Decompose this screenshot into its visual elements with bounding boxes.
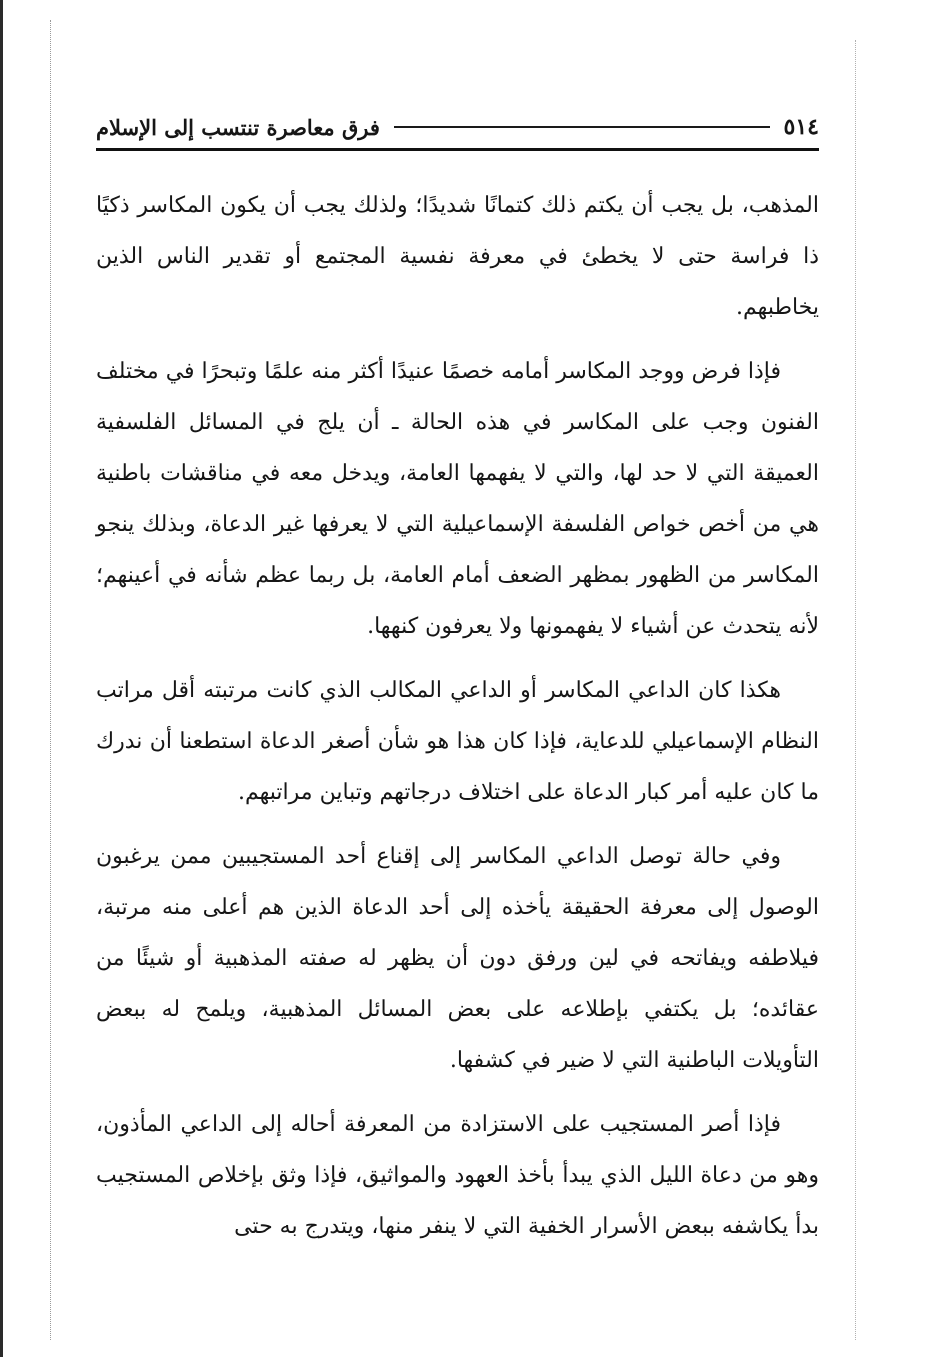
body-text	[96, 180, 819, 1265]
page-number: ٥١٤	[783, 114, 819, 140]
paragraph-1: المذهب، بل يجب أن يكتم ذلك كتمانًا شديدًا؛ ولذلك يجب أن يكون المكاسر ذكيًا ذا فراسة حتى لا يخطئ في معرفة نفسية المجتمع أو تقدير الناس الذين يخاطبهم.	[96, 193, 819, 320]
running-header	[96, 110, 819, 144]
header-underline	[96, 148, 819, 151]
running-title: فرق معاصرة تنتسب إلى الإسلام	[96, 114, 380, 140]
header-rule	[394, 126, 770, 128]
paragraph-5: فإذا أصر المستجيب على الاستزادة من المعرفة أحاله إلى الداعي المأذون، وهو من دعاة الليل الذي يبدأ بأخذ العهود والمواثيق، فإذا وثق بإخلاص المستجيب بدأ يكاشفه ببعض الأسرار الخفية التي لا ينفر منها، ويتدرج به حتى	[96, 1112, 819, 1239]
paragraph-4: وفي حالة توصل الداعي المكاسر إلى إقناع أحد المستجيبين ممن يرغبون الوصول إلى معرفة الحقيقة يأخذه إلى أحد الدعاة الذين هم أعلى منه مرتبة، فيلاطفه ويفاتحه في لين ورفق دون أن يظهر له صفته المذهبية أو شيئًا من عقائده؛ بل يكتفي بإطلاعه على بعض المسائل المذهبية، ويلمح له ببعض التأويلات الباطنية التي لا ضير في كشفها.	[96, 844, 819, 1073]
paragraph-3: هكذا كان الداعي المكاسر أو الداعي المكالب الذي كانت مرتبته أقل مراتب النظام الإسماعيلي للدعاية، فإذا كان هذا هو شأن أصغر الدعاة استطعنا أن ندرك ما كان عليه أمر كبار الدعاة على اختلاف درجاتهم وتباين مراتبهم.	[96, 678, 819, 805]
paragraph-2: فإذا فرض ووجد المكاسر أمامه خصمًا عنيدًا أكثر منه علمًا وتبحرًا في مختلف الفنون وجب على المكاسر في هذه الحالة ـ أن يلج في المسائل الفلسفية العميقة التي لا حد لها، والتي لا يفهمها العامة، ويدخل معه في مناقشات باطنية هي من أخص خواص الفلسفة الإسماعيلية التي لا يعرفها غير الدعاة، وبذلك ينجو المكاسر من الظهور بمظهر الضعف أمام العامة، بل ربما عظم شأنه في أعينهم؛ لأنه يتحدث عن أشياء لا يفهمونها ولا يعرفون كنهها.	[96, 359, 819, 639]
